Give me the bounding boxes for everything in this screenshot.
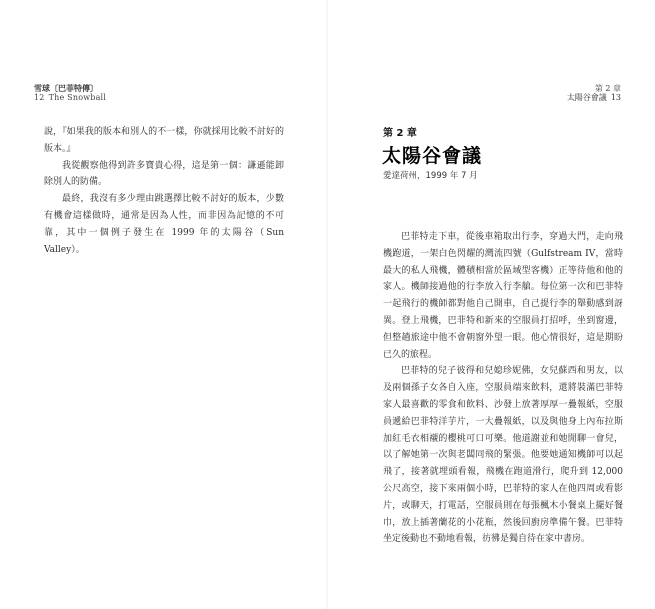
running-chapter: 第 2 章 (594, 84, 621, 93)
chapter-label: 第 2 章 (383, 128, 417, 139)
right-page-number: 13 (610, 93, 621, 103)
chapter-title: 太陽谷會議 (382, 145, 483, 167)
left-paragraph-1: 說，『如果我的版本和別人的不一樣，你就採用比較不討好的版本。』 (44, 127, 284, 154)
left-paragraph-2: 我從觀察他得到許多寶貴心得，這是第一個：謙遜能卸除別人的防備。 (44, 160, 284, 188)
left-page-number: 12 (34, 93, 45, 103)
left-body-text (44, 124, 284, 258)
running-chapter-title: 太陽谷會議 (566, 93, 607, 103)
chapter-dateline: 愛達荷州，1999 年 7 月 (383, 171, 478, 181)
running-english-title: The Snowball (48, 93, 107, 103)
left-paragraph-3: 最終，我沒有多少理由跳選擇比較不討好的版本，少數有機會這樣做時，通常是因為人性，而非因為記憶的不可靠，其中一個例子發生在 1999 年的太陽谷（Sun Valley）。 (44, 194, 284, 255)
left-running-header (34, 84, 106, 102)
right-running-header (567, 84, 621, 102)
right-paragraph-1: 巴菲特走下車，從後車箱取出行李，穿過大門，走向飛機跑道，一架白色閃耀的灣流四號（Gulfstream IV，當時最大的私人飛機，體積相當於區域型客機）正等待他和他的家人。機師接過他的行李放入行李艙。每位第一次和巴菲特一起飛行的機師都對他自己開車，自己提行李的舉動感到訝異。登上飛機，巴菲特和新來的空服員打招呼，坐到窗邊，但整趟旅途中他不會朝窗外望一眼。他心情很好，這是期盼已久的旅程。 (383, 232, 623, 360)
left-page (0, 0, 327, 609)
right-body-text (383, 229, 623, 548)
right-paragraph-2: 巴菲特的兒子彼得和兒媳珍妮佛，女兒蘇西和男友，以及兩個孫子女各自入座，空服員端來飲料，還將裝滿巴菲特家人最喜歡的零食和飲料、沙發上放著厚厚一疊報紙，空服員遞給巴菲特洋芋片，一大疊報紙，以及與他身上內布拉斯加紅毛衣相襯的櫻桃可口可樂。他道謝並和她閒聊一會兒，以了解她第一次與老闆同飛的緊張。他要她通知機師可以起飛了，接著就埋頭看報，飛機在跑道滑行，爬升到 12,000 公尺高空，接下來兩個小時，巴菲特的家人在他四周或看影片，或聊天，打電話，空服員則在每張楓木小餐桌上擺好餐巾，放上插著蘭花的小花瓶，然後回廚房準備午餐。巴菲特坐定後動也不動地看報，彷彿是獨自待在家中書房。 (383, 366, 623, 545)
running-book-title: 雪球〔巴菲特傳〕 (34, 83, 98, 93)
